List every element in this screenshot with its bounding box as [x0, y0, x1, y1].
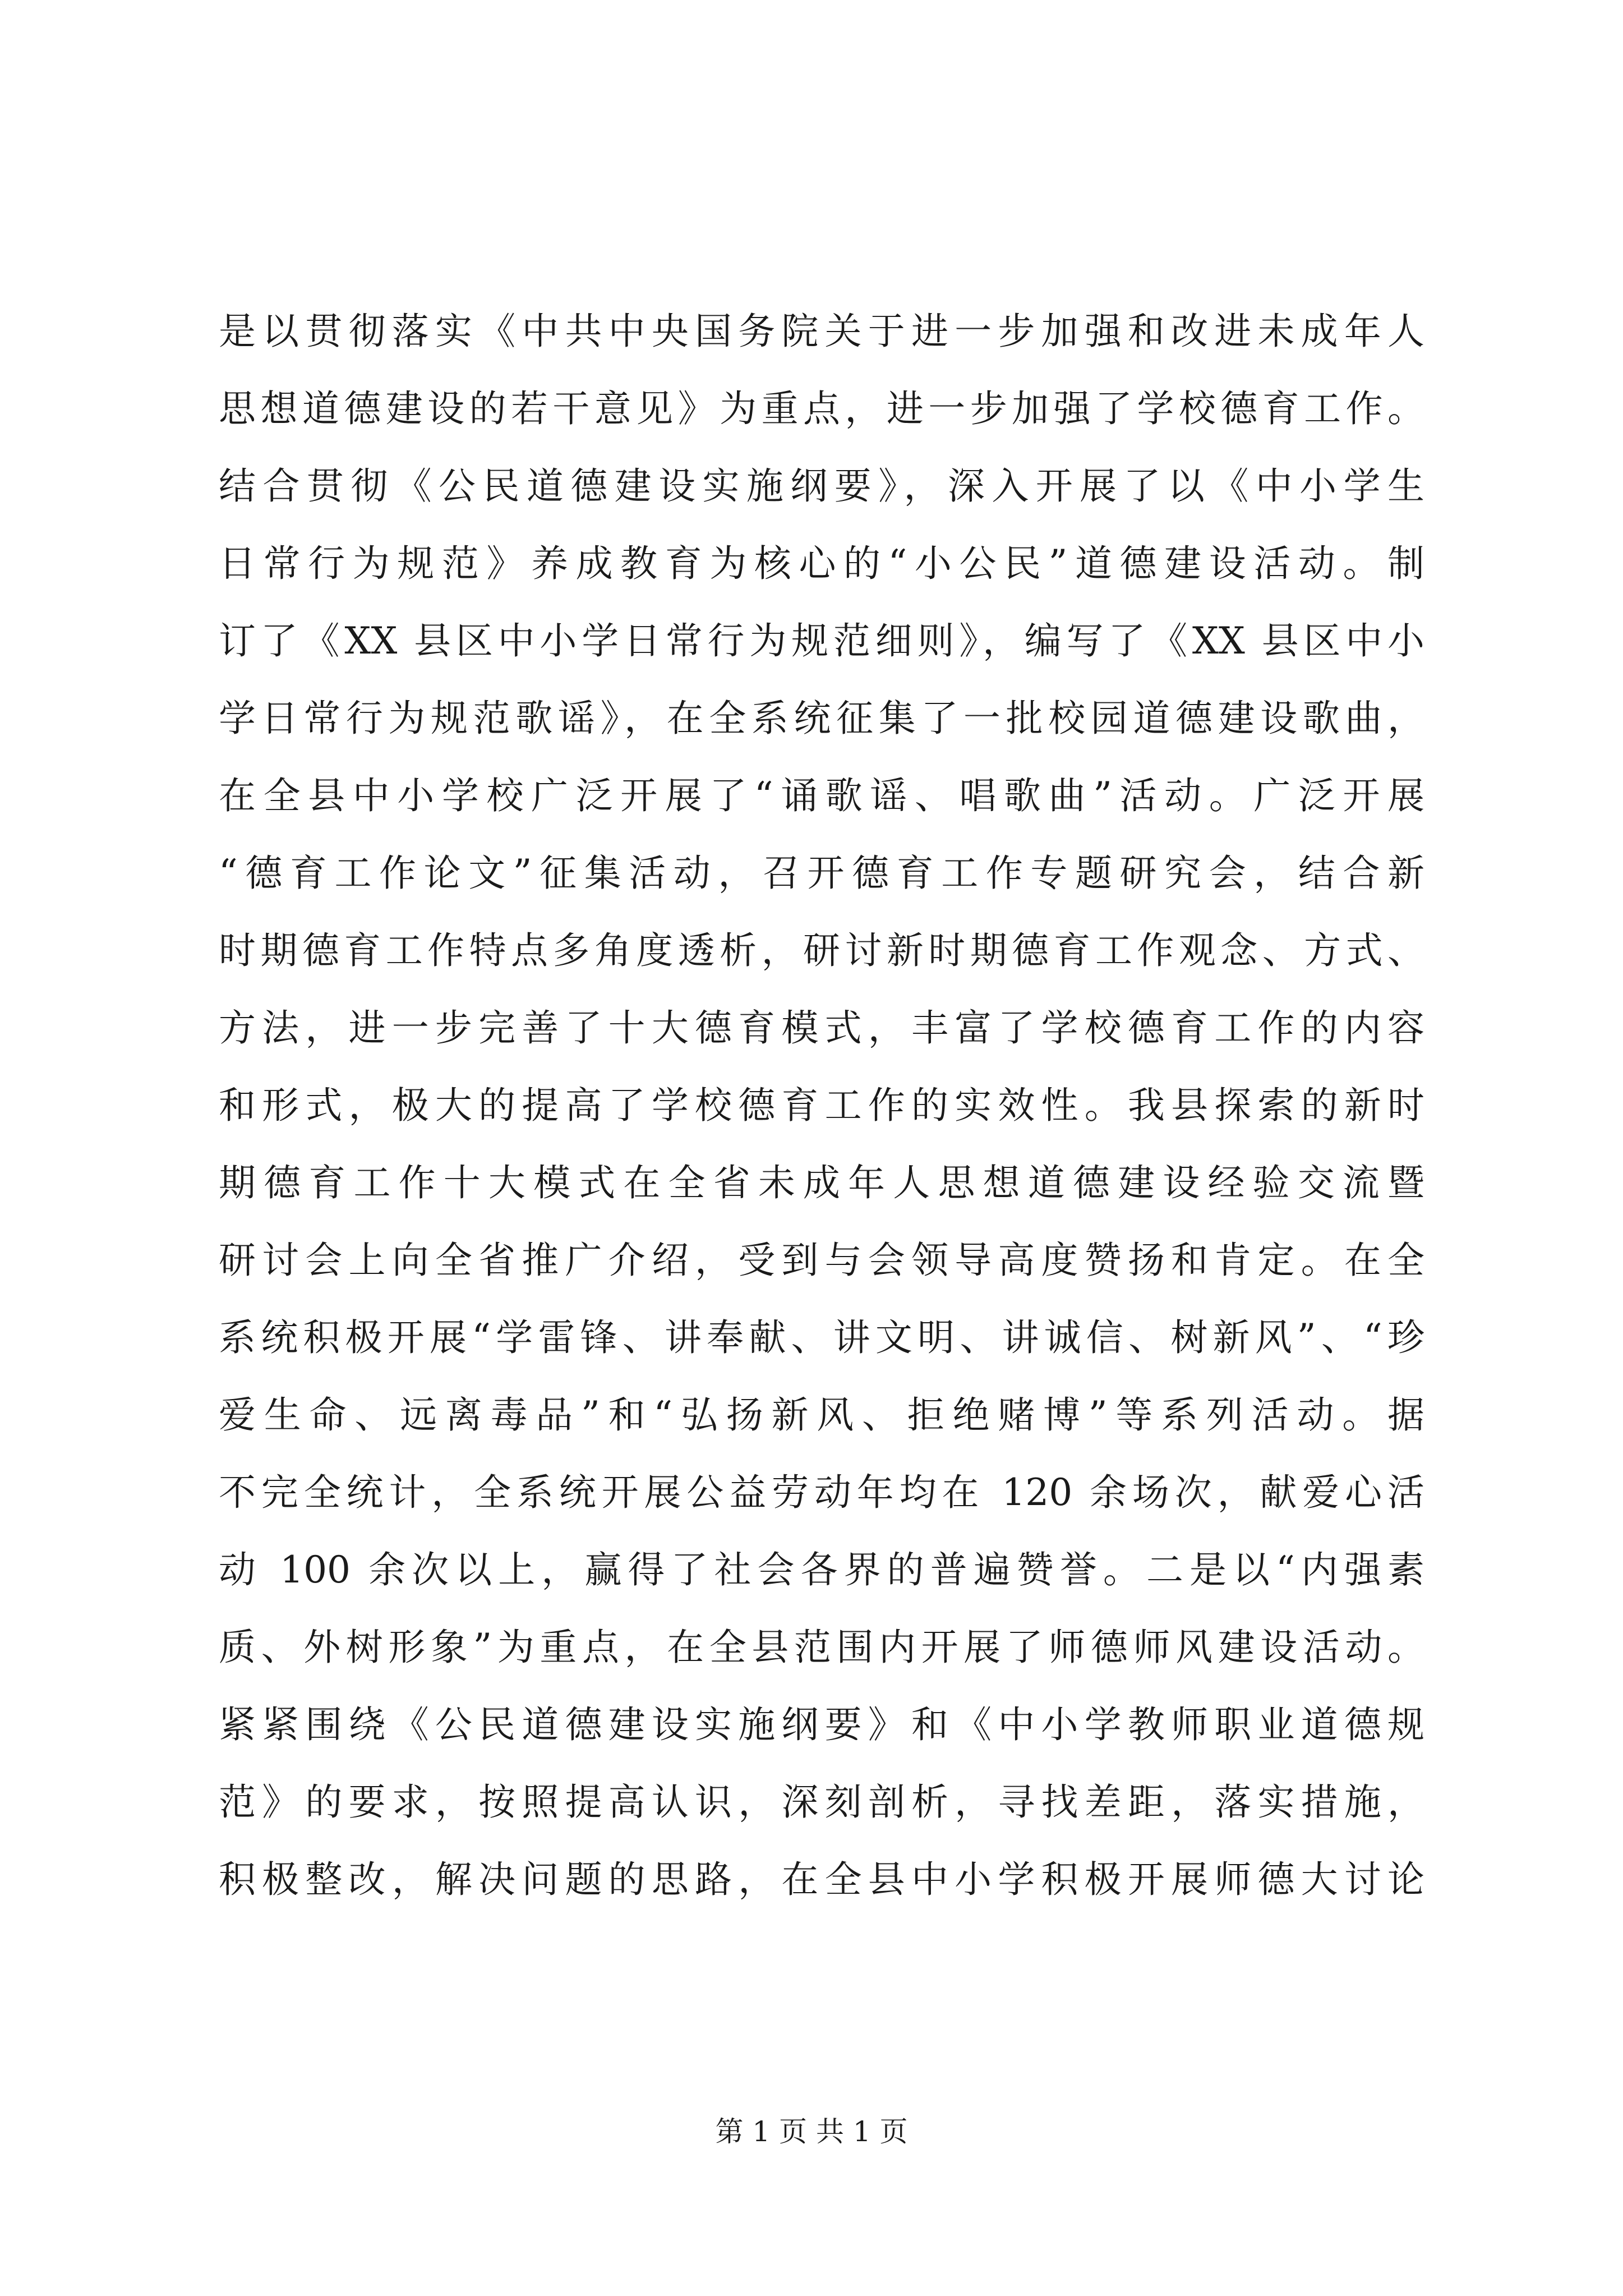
text-line: 系统积极开展“学雷锋、讲奉献、讲文明、讲诚信、树新风”、“珍	[219, 1316, 1424, 1359]
text-line: 方法，进一步完善了十大德育模式，丰富了学校德育工作的内容	[219, 1006, 1424, 1050]
text-line: 学日常行为规范歌谣》，在全系统征集了一批校园道德建设歌曲，	[219, 697, 1424, 740]
text-line: 质、外树形象”为重点，在全县范围内开展了师德师风建设活动。	[219, 1626, 1424, 1669]
text-line: 积极整改，解决问题的思路，在全县中小学积极开展师德大讨论	[219, 1858, 1424, 1901]
document-body	[219, 293, 1424, 1918]
page-number-label: 第 1 页 共 1 页	[715, 2115, 908, 2148]
page-footer	[0, 2109, 1623, 2154]
text-line: 日常行为规范》养成教育为核心的“小公民”道德建设活动。制	[219, 542, 1424, 585]
text-line: 结合贯彻《公民道德建设实施纲要》，深入开展了以《中小学生	[219, 464, 1424, 508]
text-line: 爱生命、远离毒品”和“弘扬新风、拒绝赌博”等系列活动。据	[219, 1393, 1424, 1437]
text-line: 在全县中小学校广泛开展了“诵歌谣、唱歌曲”活动。广泛开展	[219, 774, 1424, 817]
text-line: 不完全统计，全系统开展公益劳动年均在 120 余场次，献爱心活	[219, 1471, 1424, 1514]
text-line: 期德育工作十大模式在全省未成年人思想道德建设经验交流暨	[219, 1161, 1424, 1204]
text-line: 范》的要求，按照提高认识，深刻剖析，寻找差距，落实措施，	[219, 1780, 1424, 1824]
text-line: 紧紧围绕《公民道德建设实施纲要》和《中小学教师职业道德规	[219, 1703, 1424, 1746]
text-line: 研讨会上向全省推广介绍，受到与会领导高度赞扬和肯定。在全	[219, 1239, 1424, 1282]
text-line: 思想道德建设的若干意见》为重点，进一步加强了学校德育工作。	[219, 387, 1424, 430]
text-line: “德育工作论文”征集活动，召开德育工作专题研究会，结合新	[219, 852, 1424, 895]
text-line: 动 100 余次以上，赢得了社会各界的普遍赞誉。二是以“内强素	[219, 1548, 1424, 1591]
text-line: 是以贯彻落实《中共中央国务院关于进一步加强和改进未成年人	[219, 310, 1424, 353]
text-line: 和形式，极大的提高了学校德育工作的实效性。我县探索的新时	[219, 1084, 1424, 1127]
text-line: 订了《XX 县区中小学日常行为规范细则》，编写了《XX 县区中小	[219, 619, 1424, 662]
text-line: 时期德育工作特点多角度透析，研讨新时期德育工作观念、方式、	[219, 929, 1424, 972]
